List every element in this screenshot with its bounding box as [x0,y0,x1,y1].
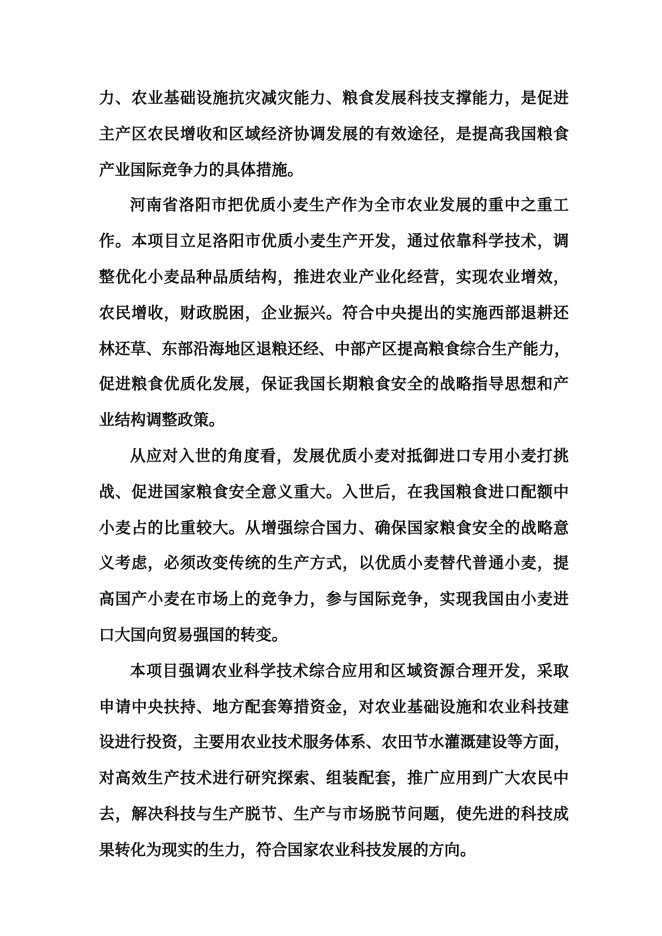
text-line: 促进粮食优质化发展，保证我国长期粮食安全的战略指导思想和产 [99,374,569,394]
text-line: 从应对入世的角度看，发展优质小麦对抵御进口专用小麦打挑 [130,445,569,465]
text-line: 农民增收，财政脱困，企业振兴。符合中央提出的实施西部退耕还 [99,302,569,322]
text-line: 小麦占的比重较大。从增强综合国力、确保国家粮食安全的战略意 [99,517,569,537]
text-line: 整优化小麦品种品质结构，推进农业产业化经营，实现农业增效， [99,266,569,286]
text-line: 高国产小麦在市场上的竞争力，参与国际竞争，实现我国由小麦进 [99,589,569,609]
text-line: 本项目强调农业科学技术综合应用和区域资源合理开发，采取 [130,660,569,680]
text-line: 果转化为现实的生力，符合国家农业科技发展的方向。 [99,839,476,859]
text-line: 去，解决科技与生产脱节、生产与市场脱节问题，使先进的科技成 [99,803,569,823]
text-line: 对高效生产技术进行研究探索、组装配套，推广应用到广大农民中 [99,768,569,788]
text-line: 业结构调整政策。 [99,410,225,430]
text-line: 作。本项目立足洛阳市优质小麦生产开发，通过依靠科学技术，调 [99,231,569,251]
text-line: 义考虑，必须改变传统的生产方式，以优质小麦替代普通小麦，提 [99,553,569,573]
text-line: 产业国际竞争力的具体措施。 [99,159,304,179]
text-line: 力、农业基础设施抗灾减灾能力、粮食发展科技支撑能力，是促进 [99,88,569,107]
paragraph-3 [99,438,569,653]
text-line: 战、促进国家粮食安全意义重大。入世后，在我国粮食进口配额中 [99,481,569,501]
text-line: 设进行投资，主要用农业技术服务体系、农田节水灌溉建设等方面， [99,732,571,752]
text-line: 河南省洛阳市把优质小麦生产作为全市农业发展的重中之重工 [130,195,569,215]
text-line: 口大国向贸易强国的转变。 [99,624,288,644]
text-line: 申请中央扶持、地方配套筹措资金，对农业基础设施和农业科技建 [99,696,569,716]
document-body [99,80,569,868]
text-line: 林还草、东部沿海地区退粮还经、中部产区提高粮食综合生产能力， [99,338,571,358]
paragraph-1 [99,80,569,187]
paragraph-2 [99,187,569,438]
text-line: 主产区农民增收和区域经济协调发展的有效途径，是提高我国粮食 [99,123,569,143]
paragraph-4 [99,653,569,868]
